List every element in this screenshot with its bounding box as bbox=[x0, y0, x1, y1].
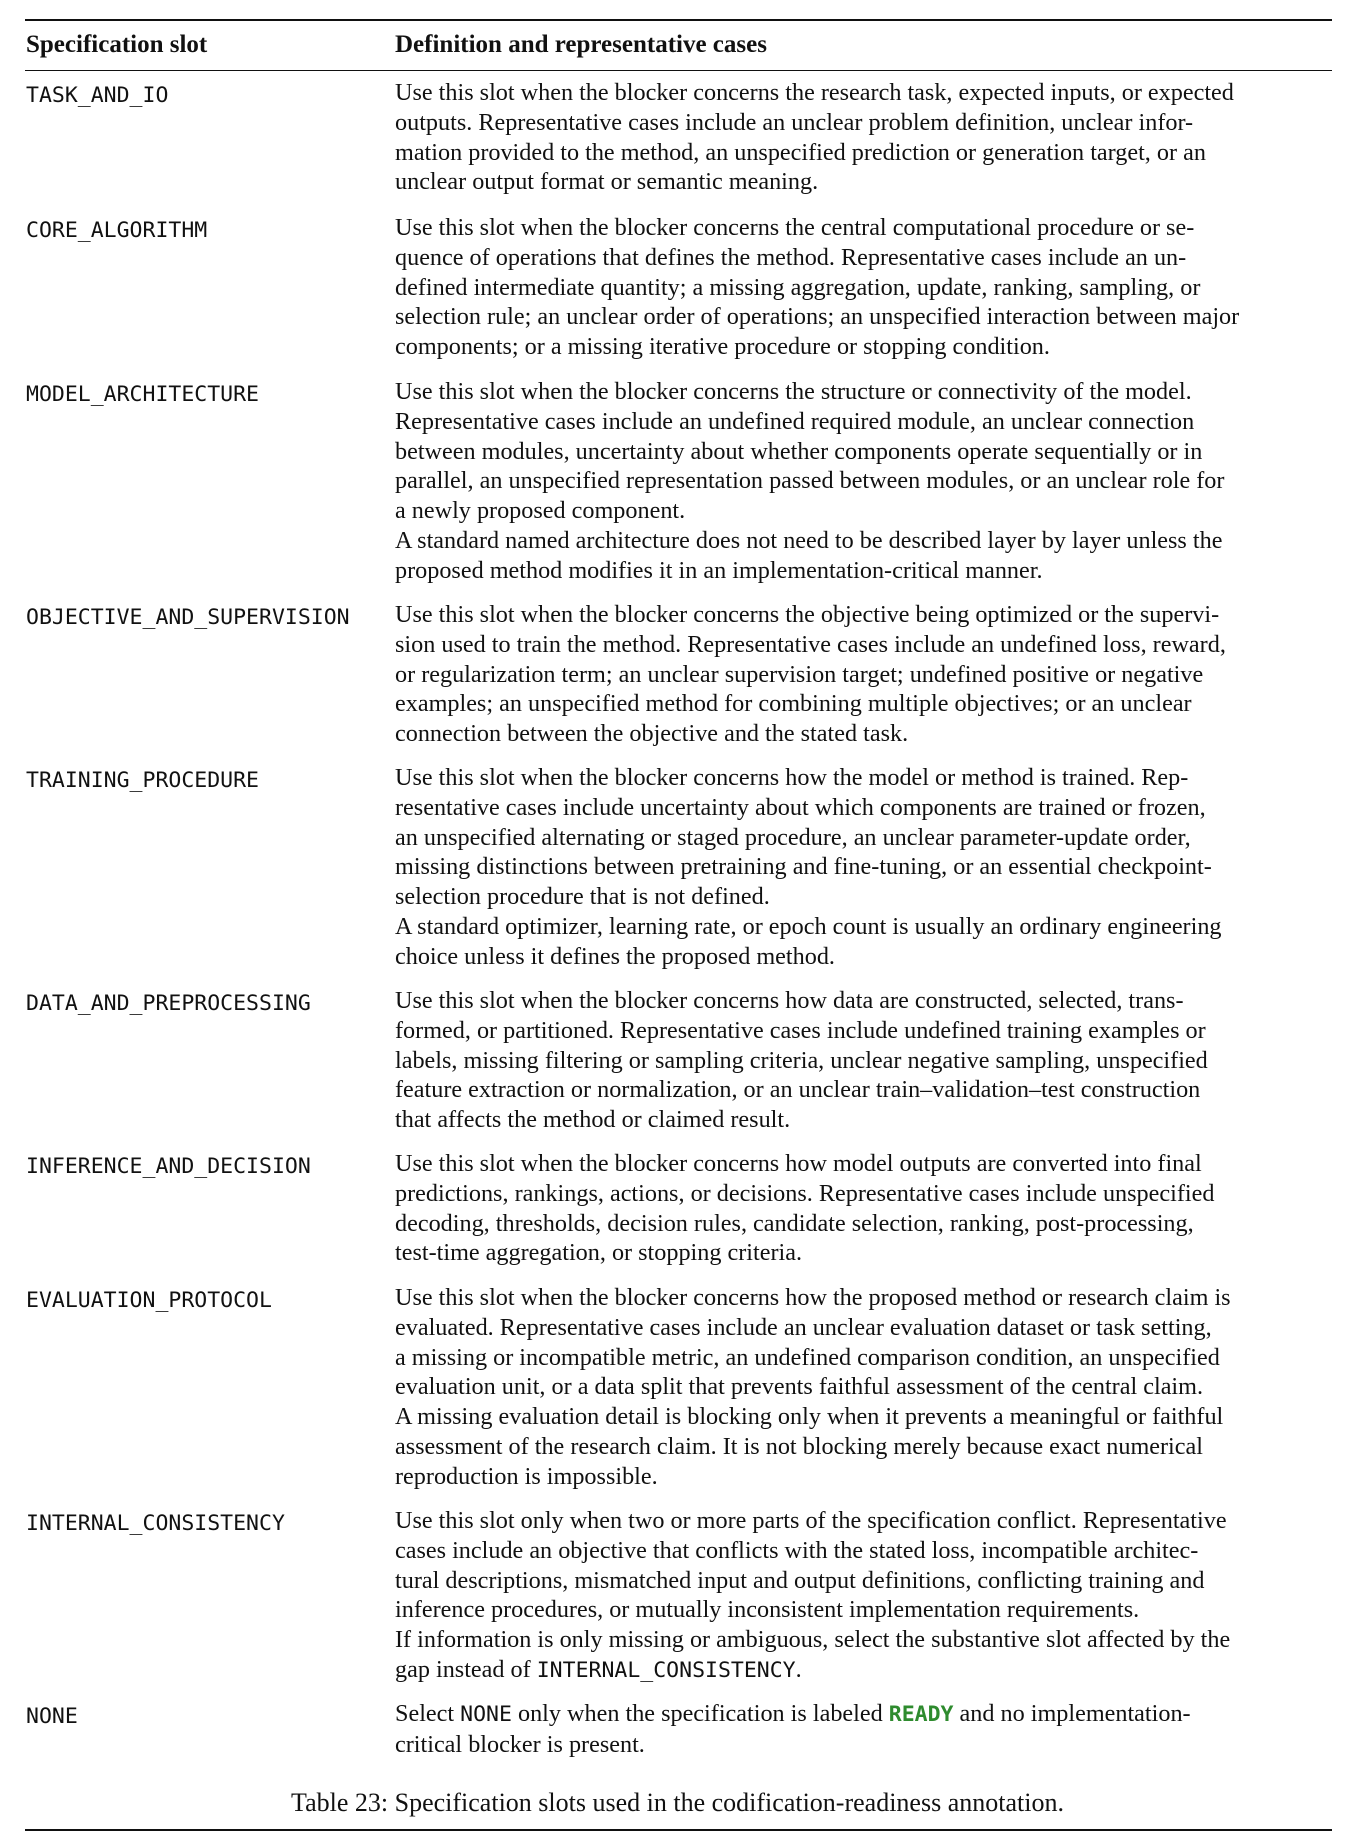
slot-name: OBJECTIVE_AND_SUPERVISION bbox=[26, 605, 350, 630]
line-text: Select bbox=[395, 1700, 461, 1727]
inline-code: NONE bbox=[460, 1702, 512, 1727]
definition-line: selection procedure that is not defined. bbox=[395, 883, 770, 911]
definition-line: quence of operations that defines the method. Representative cases include an un- bbox=[395, 243, 1187, 271]
slot-definition bbox=[395, 600, 1340, 749]
slot-definition bbox=[395, 1506, 1340, 1686]
definition-line: decoding, thresholds, decision rules, candidate selection, ranking, post-processing, bbox=[395, 1209, 1194, 1237]
definition-line: Use this slot only when two or more parts of the specification conflict. Representative bbox=[395, 1507, 1227, 1534]
slot-name: TRAINING_PROCEDURE bbox=[26, 768, 259, 793]
definition-line: critical blocker is present. bbox=[395, 1730, 645, 1758]
definition-line: inference procedures, or mutually inconsistent implementation requirements. bbox=[395, 1596, 1140, 1624]
definition-line: that affects the method or claimed result. bbox=[395, 1106, 791, 1134]
slot-name: INFERENCE_AND_DECISION bbox=[26, 1154, 311, 1179]
definition-line: defined intermediate quantity; a missing aggregation, update, ranking, sampling, or bbox=[395, 273, 1201, 301]
definition-line: choice unless it defines the proposed method. bbox=[395, 942, 835, 970]
definition-line: Representative cases include an undefined required module, an unclear connection bbox=[395, 407, 1195, 435]
definition-line bbox=[395, 1699, 1340, 1730]
definition-line: A standard optimizer, learning rate, or epoch count is usually an ordinary engineering bbox=[395, 912, 1222, 940]
definition-line: Use this slot when the blocker concerns how the model or method is trained. Rep- bbox=[395, 764, 1189, 791]
definition-line bbox=[395, 1655, 1340, 1686]
definition-line: outputs. Representative cases include an unclear problem definition, unclear infor- bbox=[395, 108, 1194, 136]
definition-line: assessment of the research claim. It is not blocking merely because exact numerical bbox=[395, 1432, 1203, 1460]
table-caption: Table 23: Specification slots used in the codification-readiness annotation. bbox=[291, 1788, 1064, 1817]
slot-name: INTERNAL_CONSISTENCY bbox=[26, 1511, 285, 1536]
definition-line: selection rule; an unclear order of operations; an unspecified interaction between major bbox=[395, 303, 1240, 331]
header-specification-slot: Specification slot bbox=[26, 31, 208, 58]
slot-name: MODEL_ARCHITECTURE bbox=[26, 382, 259, 407]
definition-line: Use this slot when the blocker concerns how model outputs are converted into final bbox=[395, 1150, 1202, 1177]
definition-line: Use this slot when the blocker concerns how the proposed method or research claim is bbox=[395, 1284, 1231, 1311]
definition-line: test-time aggregation, or stopping criteria. bbox=[395, 1239, 803, 1267]
definition-line: evaluated. Representative cases include an unclear evaluation dataset or task setting, bbox=[395, 1313, 1212, 1341]
definition-line: evaluation unit, or a data split that prevents faithful assessment of the central claim. bbox=[395, 1373, 1204, 1401]
line-text: only when the specification is labeled bbox=[511, 1700, 889, 1727]
slot-definition bbox=[395, 1283, 1340, 1492]
definition-line: connection between the objective and the stated task. bbox=[395, 720, 909, 748]
definition-line: examples; an unspecified method for combining multiple objectives; or an unclear bbox=[395, 690, 1192, 718]
slot-definition bbox=[395, 986, 1340, 1135]
definition-line: or regularization term; an unclear supervision target; undefined positive or negative bbox=[395, 660, 1204, 688]
definition-line: A missing evaluation detail is blocking only when it prevents a meaningful or faithful bbox=[395, 1403, 1224, 1431]
definition-line: a newly proposed component. bbox=[395, 497, 686, 525]
line-text: . bbox=[795, 1655, 802, 1683]
slot-definition bbox=[395, 78, 1340, 197]
definition-line: formed, or partitioned. Representative cases include undefined training examples or bbox=[395, 1016, 1206, 1044]
line-text: gap instead of bbox=[395, 1655, 537, 1683]
definition-line: a missing or incompatible metric, an undefined comparison condition, an unspecified bbox=[395, 1343, 1220, 1371]
definition-line: parallel, an unspecified representation passed between modules, or an unclear role for bbox=[395, 467, 1225, 495]
definition-line: mation provided to the method, an unspecified prediction or generation target, or an bbox=[395, 138, 1206, 166]
slot-definition bbox=[395, 1699, 1340, 1760]
definition-line: Use this slot when the blocker concerns the structure or connectivity of the model. bbox=[395, 378, 1192, 405]
definition-line: Use this slot when the blocker concerns the central computational procedure or se- bbox=[395, 214, 1195, 241]
table-bottom-rule bbox=[25, 1829, 1332, 1831]
definition-line: predictions, rankings, actions, or decisions. Representative cases include unspecified bbox=[395, 1179, 1215, 1207]
slot-definition bbox=[395, 763, 1340, 972]
ready-label: READY bbox=[888, 1702, 954, 1727]
definition-line: missing distinctions between pretraining and fine-tuning, or an essential checkpoint- bbox=[395, 853, 1212, 881]
definition-line: feature extraction or normalization, or an unclear train–validation–test construction bbox=[395, 1076, 1201, 1104]
definition-line: resentative cases include uncertainty about which components are trained or frozen, bbox=[395, 793, 1206, 821]
slot-name: EVALUATION_PROTOCOL bbox=[26, 1288, 272, 1313]
definition-line: between modules, uncertainty about whether components operate sequentially or in bbox=[395, 437, 1203, 465]
definition-line: Use this slot when the blocker concerns how data are constructed, selected, trans- bbox=[395, 987, 1184, 1014]
definition-line: Use this slot when the blocker concerns the research task, expected inputs, or expected bbox=[395, 79, 1234, 106]
definition-line: an unspecified alternating or staged procedure, an unclear parameter-update order, bbox=[395, 823, 1191, 851]
definition-line: sion used to train the method. Representative cases include an undefined loss, reward, bbox=[395, 630, 1226, 658]
slot-definition bbox=[395, 1149, 1340, 1268]
definition-line: If information is only missing or ambiguous, select the substantive slot affected by the bbox=[395, 1626, 1231, 1654]
definition-line: unclear output format or semantic meaning. bbox=[395, 168, 819, 196]
definition-line: components; or a missing iterative procedure or stopping condition. bbox=[395, 333, 1050, 361]
definition-line: A standard named architecture does not need to be described layer by layer unless the bbox=[395, 526, 1223, 554]
definition-line: tural descriptions, mismatched input and output definitions, conflicting training and bbox=[395, 1566, 1205, 1594]
slot-definition bbox=[395, 213, 1340, 362]
definition-line: cases include an objective that conflicts with the stated loss, incompatible architec- bbox=[395, 1536, 1199, 1564]
header-definition: Definition and representative cases bbox=[395, 31, 767, 58]
definition-line: labels, missing filtering or sampling criteria, unclear negative sampling, unspecified bbox=[395, 1046, 1208, 1074]
slot-name: DATA_AND_PREPROCESSING bbox=[26, 991, 311, 1016]
line-text: and no implementation- bbox=[953, 1700, 1191, 1727]
slot-definition bbox=[395, 377, 1340, 586]
slot-name: TASK_AND_IO bbox=[26, 83, 169, 108]
definition-line: Use this slot when the blocker concerns the objective being optimized or the supervi- bbox=[395, 601, 1220, 628]
definition-line: reproduction is impossible. bbox=[395, 1462, 658, 1490]
slot-name: NONE bbox=[26, 1704, 78, 1729]
inline-code: INTERNAL_CONSISTENCY bbox=[536, 1657, 796, 1683]
slot-name: CORE_ALGORITHM bbox=[26, 218, 208, 243]
table-top-rule bbox=[25, 19, 1332, 21]
table-header-rule bbox=[25, 70, 1332, 71]
definition-line: proposed method modifies it in an implementation-critical manner. bbox=[395, 556, 1043, 584]
